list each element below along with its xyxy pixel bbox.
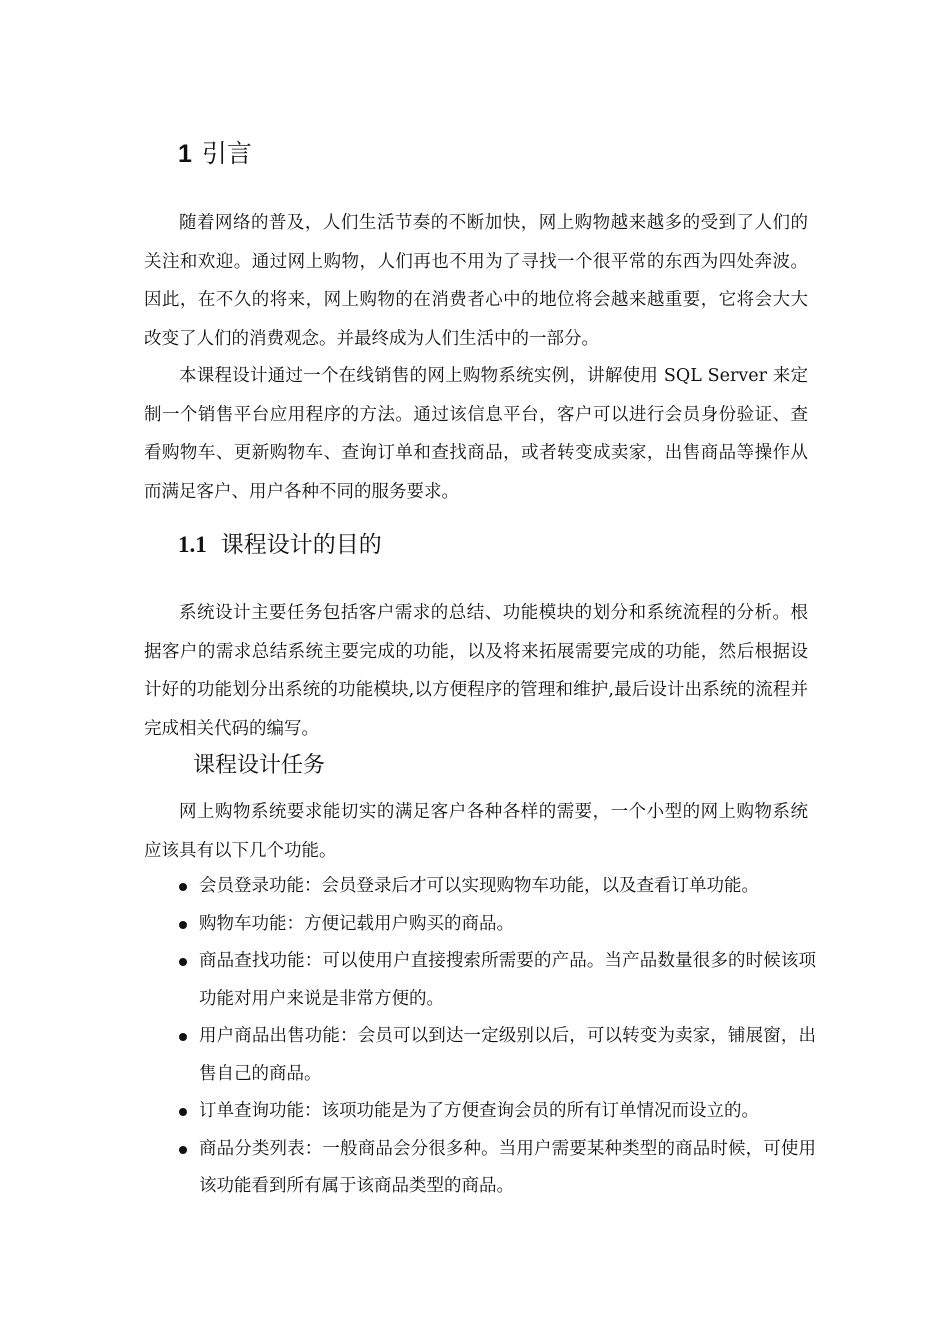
intro-paragraph-1: 随着网络的普及，人们生活节奏的不断加快，网上购物越来越多的受到了人们的关注和欢迎。通过网上购物，人们再也不用为了寻找一个很平常的东西为四处奔波。因此，在不久的将来，网上购物的在消费者心中的地位将会越来越重要，它将会大大改变了人们的消费观念。并最终成为人们生活中的一部分。	[144, 213, 808, 349]
list-item	[166, 1018, 816, 1093]
bullet-icon	[179, 921, 187, 929]
feature-text: 会员登录功能：会员登录后才可以实现购物车功能，以及查看订单功能。	[199, 876, 759, 896]
list-item	[166, 1131, 816, 1206]
bullet-icon	[179, 958, 187, 966]
feature-text: 订单查询功能：该项功能是为了方便查询会员的所有订单情况而设立的。	[199, 1101, 759, 1121]
section-paragraph: 系统设计主要任务包括客户需求的总结、功能模块的划分和系统流程的分析。根据客户的需求总结系统主要完成的功能，以及将来拓展需要完成的功能，然后根据设计好的功能划分出系统的功能模块,以方便程序的管理和维护,最后设计出系统的流程并完成相关代码的编写。	[144, 603, 808, 739]
list-item	[166, 906, 816, 944]
feature-text: 商品查找功能：可以使用户直接搜索所需要的产品。当产品数量很多的时候该项功能对用户来说是非常方便的。	[199, 951, 816, 1009]
subsection-paragraph: 网上购物系统要求能切实的满足客户各种各样的需要，一个小型的网上购物系统应该具有以下几个功能。	[144, 802, 808, 861]
feature-text: 购物车功能：方便记载用户购买的商品。	[199, 913, 514, 934]
subsection-heading: 课程设计任务	[193, 753, 326, 778]
bullet-icon	[179, 883, 187, 891]
chapter-heading	[178, 136, 252, 172]
feature-text: 用户商品出售功能：会员可以到达一定级别以后，可以转变为卖家，铺展窗，出售自己的商品。	[199, 1026, 816, 1084]
list-item	[166, 943, 816, 1018]
list-item	[166, 1093, 816, 1131]
chapter-title: 引言	[201, 139, 252, 168]
bullet-icon	[179, 1146, 187, 1154]
section-heading	[178, 527, 382, 563]
section-title: 课程设计的目的	[220, 532, 382, 558]
list-item	[166, 868, 816, 906]
feature-text: 商品分类列表：一般商品会分很多种。当用户需要某种类型的商品时候，可使用该功能看到所有属于该商品类型的商品。	[199, 1138, 816, 1196]
chapter-number: 1	[178, 140, 192, 168]
section-number: 1.1	[178, 532, 207, 557]
feature-list	[166, 868, 816, 1206]
intro-paragraph-2: 本课程设计通过一个在线销售的网上购物系统实例，讲解使用 SQL Server 来定制一个销售平台应用程序的方法。通过该信息平台，客户可以进行会员身份验证、查看购物车、更新购物车、查询订单和查找商品，或者转变成卖家，出售商品等操作从而满足客户、用户各种不同的服务要求。	[144, 366, 808, 502]
bullet-icon	[179, 1108, 187, 1116]
bullet-icon	[179, 1033, 187, 1041]
